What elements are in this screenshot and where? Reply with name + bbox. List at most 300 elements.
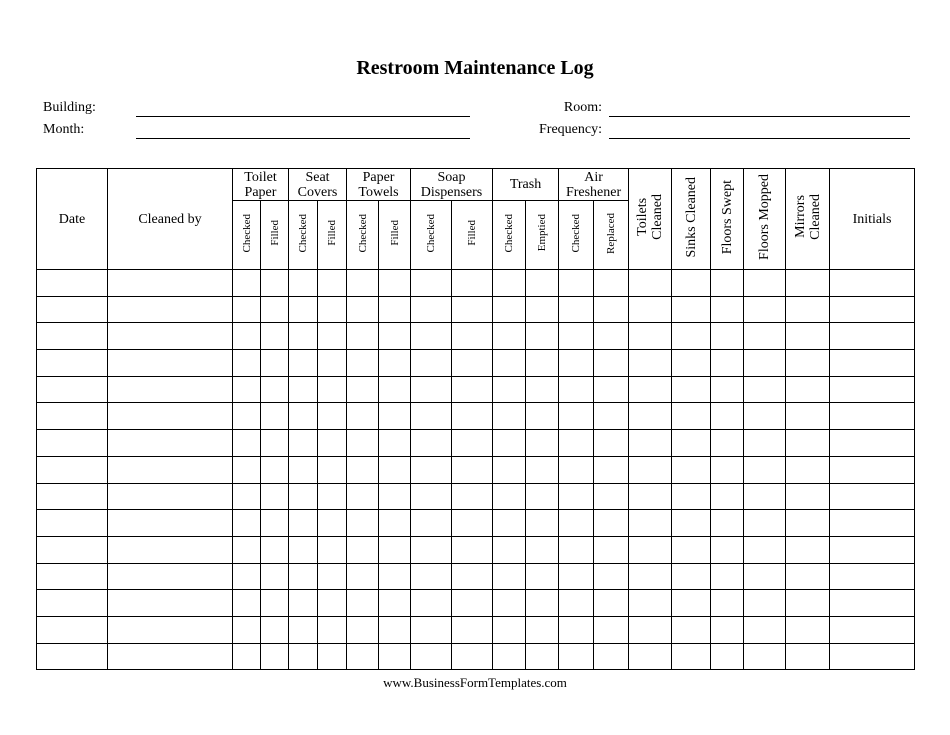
cell[interactable] [261,536,289,563]
cell[interactable] [711,616,744,643]
cell[interactable] [629,536,672,563]
cell[interactable] [347,376,379,403]
cell[interactable] [108,483,233,510]
cell[interactable] [108,643,233,670]
cell[interactable] [786,456,830,483]
month-field[interactable] [136,138,470,139]
cell[interactable] [318,430,347,457]
cell[interactable] [744,456,786,483]
cell[interactable] [629,483,672,510]
cell[interactable] [452,536,493,563]
cell[interactable] [108,296,233,323]
cell[interactable] [711,403,744,430]
cell[interactable] [347,296,379,323]
cell[interactable] [559,323,594,350]
cell[interactable] [108,456,233,483]
cell[interactable] [493,270,526,297]
cell[interactable] [452,376,493,403]
cell[interactable] [347,403,379,430]
cell[interactable] [559,403,594,430]
cell[interactable] [289,563,318,590]
cell[interactable] [233,296,261,323]
cell[interactable] [452,563,493,590]
cell[interactable] [629,350,672,377]
cell[interactable] [594,350,629,377]
cell[interactable] [672,376,711,403]
cell[interactable] [526,376,559,403]
cell[interactable] [559,296,594,323]
cell[interactable] [744,563,786,590]
cell[interactable] [452,270,493,297]
cell[interactable] [261,376,289,403]
cell[interactable] [493,376,526,403]
cell[interactable] [108,563,233,590]
cell[interactable] [526,350,559,377]
cell[interactable] [318,483,347,510]
cell[interactable] [629,430,672,457]
cell[interactable] [830,616,915,643]
cell[interactable] [559,270,594,297]
cell[interactable] [233,403,261,430]
cell[interactable] [526,403,559,430]
cell[interactable] [347,563,379,590]
cell[interactable] [37,403,108,430]
cell[interactable] [261,296,289,323]
cell[interactable] [347,350,379,377]
cell[interactable] [629,376,672,403]
cell[interactable] [559,590,594,617]
cell[interactable] [786,430,830,457]
cell[interactable] [672,430,711,457]
cell[interactable] [594,323,629,350]
cell[interactable] [37,270,108,297]
cell[interactable] [411,376,452,403]
cell[interactable] [411,483,452,510]
cell[interactable] [289,643,318,670]
cell[interactable] [452,643,493,670]
cell[interactable] [629,590,672,617]
cell[interactable] [37,536,108,563]
cell[interactable] [493,403,526,430]
cell[interactable] [744,323,786,350]
cell[interactable] [347,643,379,670]
cell[interactable] [711,323,744,350]
cell[interactable] [559,430,594,457]
cell[interactable] [526,563,559,590]
cell[interactable] [711,430,744,457]
cell[interactable] [261,430,289,457]
cell[interactable] [786,563,830,590]
cell[interactable] [261,350,289,377]
cell[interactable] [493,483,526,510]
cell[interactable] [411,643,452,670]
cell[interactable] [629,563,672,590]
cell[interactable] [452,590,493,617]
cell[interactable] [318,563,347,590]
cell[interactable] [347,430,379,457]
cell[interactable] [411,430,452,457]
cell[interactable] [289,536,318,563]
cell[interactable] [493,350,526,377]
cell[interactable] [37,350,108,377]
cell[interactable] [452,510,493,537]
cell[interactable] [37,456,108,483]
cell[interactable] [108,403,233,430]
cell[interactable] [379,616,411,643]
cell[interactable] [559,563,594,590]
cell[interactable] [108,350,233,377]
cell[interactable] [108,510,233,537]
cell[interactable] [830,590,915,617]
cell[interactable] [830,510,915,537]
cell[interactable] [108,270,233,297]
cell[interactable] [411,616,452,643]
cell[interactable] [411,403,452,430]
cell[interactable] [37,643,108,670]
cell[interactable] [526,616,559,643]
cell[interactable] [233,616,261,643]
cell[interactable] [37,510,108,537]
cell[interactable] [261,456,289,483]
cell[interactable] [594,590,629,617]
cell[interactable] [289,323,318,350]
cell[interactable] [318,456,347,483]
cell[interactable] [711,590,744,617]
cell[interactable] [744,536,786,563]
cell[interactable] [379,270,411,297]
cell[interactable] [261,403,289,430]
cell[interactable] [261,590,289,617]
cell[interactable] [786,510,830,537]
building-field[interactable] [136,116,470,117]
cell[interactable] [786,350,830,377]
cell[interactable] [37,483,108,510]
cell[interactable] [559,483,594,510]
cell[interactable] [559,643,594,670]
cell[interactable] [786,616,830,643]
cell[interactable] [318,270,347,297]
cell[interactable] [526,430,559,457]
cell[interactable] [830,376,915,403]
cell[interactable] [744,296,786,323]
cell[interactable] [261,563,289,590]
cell[interactable] [318,590,347,617]
cell[interactable] [493,616,526,643]
cell[interactable] [379,456,411,483]
cell[interactable] [526,456,559,483]
cell[interactable] [594,296,629,323]
cell[interactable] [672,590,711,617]
cell[interactable] [526,323,559,350]
cell[interactable] [289,616,318,643]
cell[interactable] [672,616,711,643]
cell[interactable] [37,376,108,403]
cell[interactable] [594,430,629,457]
cell[interactable] [493,563,526,590]
cell[interactable] [347,590,379,617]
cell[interactable] [108,376,233,403]
cell[interactable] [493,590,526,617]
cell[interactable] [37,590,108,617]
cell[interactable] [830,456,915,483]
cell[interactable] [786,296,830,323]
cell[interactable] [493,456,526,483]
cell[interactable] [559,616,594,643]
cell[interactable] [744,590,786,617]
cell[interactable] [108,430,233,457]
cell[interactable] [711,270,744,297]
cell[interactable] [830,296,915,323]
cell[interactable] [526,296,559,323]
cell[interactable] [672,456,711,483]
cell[interactable] [233,643,261,670]
cell[interactable] [594,403,629,430]
cell[interactable] [289,590,318,617]
cell[interactable] [711,483,744,510]
cell[interactable] [830,270,915,297]
cell[interactable] [318,643,347,670]
cell[interactable] [318,323,347,350]
cell[interactable] [711,536,744,563]
cell[interactable] [629,323,672,350]
cell[interactable] [493,323,526,350]
cell[interactable] [594,510,629,537]
cell[interactable] [37,616,108,643]
cell[interactable] [672,270,711,297]
cell[interactable] [672,510,711,537]
cell[interactable] [37,563,108,590]
cell[interactable] [526,510,559,537]
cell[interactable] [629,296,672,323]
cell[interactable] [411,323,452,350]
cell[interactable] [347,456,379,483]
cell[interactable] [672,296,711,323]
cell[interactable] [261,643,289,670]
cell[interactable] [629,643,672,670]
cell[interactable] [318,296,347,323]
cell[interactable] [559,536,594,563]
cell[interactable] [318,350,347,377]
cell[interactable] [744,430,786,457]
cell[interactable] [744,403,786,430]
cell[interactable] [37,430,108,457]
cell[interactable] [108,323,233,350]
cell[interactable] [786,536,830,563]
cell[interactable] [379,376,411,403]
cell[interactable] [379,430,411,457]
cell[interactable] [786,403,830,430]
cell[interactable] [559,350,594,377]
cell[interactable] [411,590,452,617]
cell[interactable] [594,536,629,563]
cell[interactable] [289,296,318,323]
cell[interactable] [318,536,347,563]
cell[interactable] [526,483,559,510]
cell[interactable] [108,616,233,643]
cell[interactable] [233,456,261,483]
cell[interactable] [629,403,672,430]
cell[interactable] [379,536,411,563]
cell[interactable] [347,616,379,643]
cell[interactable] [744,270,786,297]
cell[interactable] [830,536,915,563]
cell[interactable] [261,270,289,297]
cell[interactable] [318,616,347,643]
cell[interactable] [347,270,379,297]
cell[interactable] [233,536,261,563]
cell[interactable] [233,270,261,297]
cell[interactable] [452,616,493,643]
cell[interactable] [379,296,411,323]
cell[interactable] [786,643,830,670]
cell[interactable] [411,456,452,483]
cell[interactable] [452,403,493,430]
cell[interactable] [711,350,744,377]
cell[interactable] [493,643,526,670]
cell[interactable] [452,350,493,377]
cell[interactable] [411,296,452,323]
cell[interactable] [233,590,261,617]
cell[interactable] [452,456,493,483]
cell[interactable] [261,510,289,537]
cell[interactable] [786,270,830,297]
cell[interactable] [233,376,261,403]
cell[interactable] [347,536,379,563]
cell[interactable] [786,590,830,617]
cell[interactable] [711,456,744,483]
cell[interactable] [629,456,672,483]
cell[interactable] [289,456,318,483]
cell[interactable] [289,403,318,430]
room-field[interactable] [609,116,910,117]
cell[interactable] [108,536,233,563]
cell[interactable] [289,510,318,537]
cell[interactable] [289,430,318,457]
cell[interactable] [559,510,594,537]
cell[interactable] [108,590,233,617]
cell[interactable] [452,483,493,510]
cell[interactable] [672,323,711,350]
cell[interactable] [711,296,744,323]
cell[interactable] [289,376,318,403]
cell[interactable] [411,510,452,537]
cell[interactable] [744,483,786,510]
cell[interactable] [711,510,744,537]
cell[interactable] [233,350,261,377]
cell[interactable] [744,510,786,537]
cell[interactable] [493,510,526,537]
cell[interactable] [318,376,347,403]
cell[interactable] [318,403,347,430]
cell[interactable] [233,323,261,350]
cell[interactable] [379,350,411,377]
cell[interactable] [289,270,318,297]
cell[interactable] [559,376,594,403]
cell[interactable] [830,563,915,590]
cell[interactable] [830,643,915,670]
cell[interactable] [318,510,347,537]
cell[interactable] [594,563,629,590]
cell[interactable] [261,616,289,643]
cell[interactable] [744,643,786,670]
cell[interactable] [744,350,786,377]
cell[interactable] [411,270,452,297]
cell[interactable] [526,536,559,563]
cell[interactable] [526,270,559,297]
cell[interactable] [233,510,261,537]
cell[interactable] [261,323,289,350]
cell[interactable] [37,323,108,350]
cell[interactable] [786,483,830,510]
cell[interactable] [261,483,289,510]
cell[interactable] [672,536,711,563]
cell[interactable] [830,403,915,430]
cell[interactable] [672,350,711,377]
cell[interactable] [493,536,526,563]
cell[interactable] [452,296,493,323]
cell[interactable] [744,376,786,403]
cell[interactable] [379,590,411,617]
cell[interactable] [347,323,379,350]
cell[interactable] [37,296,108,323]
cell[interactable] [830,483,915,510]
cell[interactable] [830,323,915,350]
cell[interactable] [594,376,629,403]
frequency-field[interactable] [609,138,910,139]
cell[interactable] [629,616,672,643]
cell[interactable] [379,403,411,430]
cell[interactable] [233,430,261,457]
cell[interactable] [830,430,915,457]
cell[interactable] [233,483,261,510]
cell[interactable] [493,296,526,323]
cell[interactable] [411,350,452,377]
cell[interactable] [411,563,452,590]
cell[interactable] [672,643,711,670]
cell[interactable] [594,616,629,643]
cell[interactable] [559,456,594,483]
cell[interactable] [289,483,318,510]
cell[interactable] [526,643,559,670]
cell[interactable] [379,510,411,537]
cell[interactable] [830,350,915,377]
cell[interactable] [711,563,744,590]
cell[interactable] [379,323,411,350]
cell[interactable] [629,270,672,297]
cell[interactable] [493,430,526,457]
cell[interactable] [711,643,744,670]
cell[interactable] [594,270,629,297]
cell[interactable] [594,456,629,483]
cell[interactable] [411,536,452,563]
cell[interactable] [744,616,786,643]
cell[interactable] [347,483,379,510]
cell[interactable] [711,376,744,403]
cell[interactable] [452,430,493,457]
cell[interactable] [786,323,830,350]
cell[interactable] [233,563,261,590]
cell[interactable] [594,483,629,510]
cell[interactable] [672,563,711,590]
cell[interactable] [594,643,629,670]
cell[interactable] [379,483,411,510]
cell[interactable] [786,376,830,403]
cell[interactable] [672,403,711,430]
cell[interactable] [629,510,672,537]
cell[interactable] [347,510,379,537]
cell[interactable] [526,590,559,617]
cell[interactable] [452,323,493,350]
